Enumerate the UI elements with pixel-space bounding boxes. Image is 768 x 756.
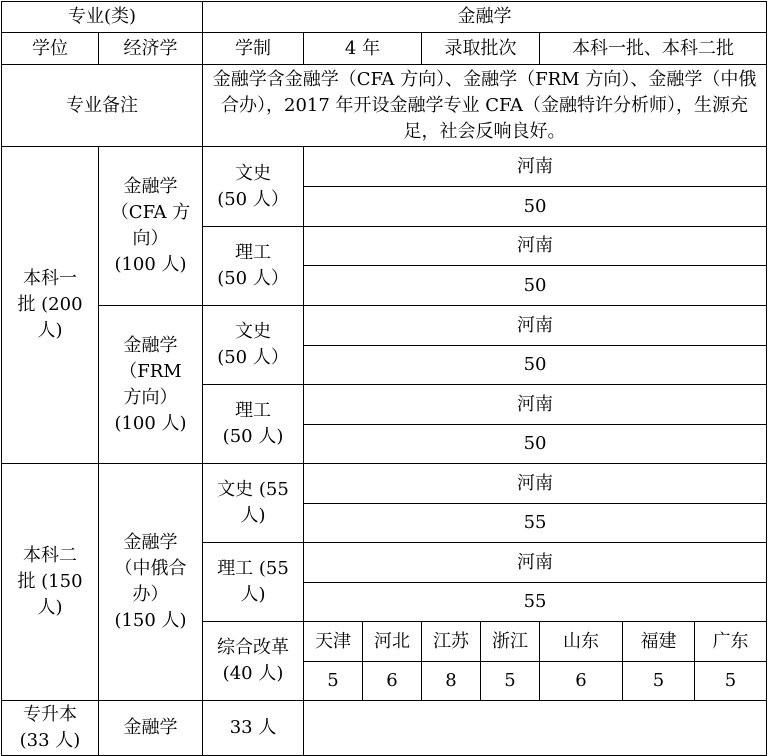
count-cell: 5 xyxy=(695,662,767,701)
count-cell: 5 xyxy=(623,662,695,701)
province-cell: 河南 xyxy=(304,227,767,266)
track-label: 文史 (50 人） xyxy=(203,306,304,385)
province-cell: 福建 xyxy=(623,622,695,662)
batch1-label: 本科一 批 (200 人) xyxy=(2,147,99,464)
province-cell: 河南 xyxy=(304,543,767,583)
major-value: 金融学 xyxy=(203,2,767,33)
table-row xyxy=(2,65,767,147)
table-row xyxy=(2,2,767,33)
track-label: 理工 (50 人） xyxy=(203,227,304,306)
remark-text: 金融学含金融学（CFA 方向）、金融学（FRM 方向）、金融学（中俄合办），2017 年开设金融学专业 CFA（金融特许分析师），生源充足，社会反响良好。 xyxy=(203,65,767,147)
batch-value: 本科一批、本科二批 xyxy=(540,33,767,65)
province-cell: 河南 xyxy=(304,464,767,504)
count-cell: 5 xyxy=(481,662,540,701)
count-cell: 6 xyxy=(363,662,422,701)
frm-group-name: 金融学 （FRM 方向） (100 人) xyxy=(99,306,203,464)
track-label: 文史 (55 人) xyxy=(203,464,304,543)
province-cell: 河北 xyxy=(363,622,422,662)
count-cell: 8 xyxy=(422,662,481,701)
track-label: 理工 (50 人) xyxy=(203,385,304,464)
length-value: 4 年 xyxy=(304,33,422,65)
degree-value: 经济学 xyxy=(99,33,203,65)
batch2-label: 本科二 批 (150 人) xyxy=(2,464,99,701)
sino-russian-group-name: 金融学 （中俄合 办） (150 人) xyxy=(99,464,203,701)
major-label: 专业(类) xyxy=(2,2,203,33)
count-cell: 6 xyxy=(540,662,623,701)
province-cell: 河南 xyxy=(304,385,767,425)
province-cell: 浙江 xyxy=(481,622,540,662)
province-cell: 天津 xyxy=(304,622,363,662)
upgrade-major: 金融学 xyxy=(99,701,203,756)
count-cell: 5 xyxy=(304,662,363,701)
upgrade-label: 专升本 (33 人) xyxy=(2,701,99,756)
table-row xyxy=(2,147,767,187)
cfa-group-name: 金融学 （CFA 方 向） (100 人) xyxy=(99,147,203,306)
count-cell: 50 xyxy=(304,266,767,306)
count-cell: 55 xyxy=(304,583,767,622)
length-label: 学制 xyxy=(203,33,304,65)
track-label: 文史 (50 人） xyxy=(203,147,304,227)
remark-label: 专业备注 xyxy=(2,65,203,147)
count-cell: 50 xyxy=(304,187,767,227)
table-row xyxy=(2,464,767,504)
table-row xyxy=(2,33,767,65)
enrollment-plan-table xyxy=(1,1,767,756)
province-cell: 山东 xyxy=(540,622,623,662)
province-cell: 广东 xyxy=(695,622,767,662)
count-cell: 50 xyxy=(304,346,767,385)
count-cell: 50 xyxy=(304,425,767,464)
province-cell: 江苏 xyxy=(422,622,481,662)
batch-label: 录取批次 xyxy=(422,33,540,65)
degree-label: 学位 xyxy=(2,33,99,65)
table-row xyxy=(2,701,767,756)
empty-cell xyxy=(304,701,767,756)
reform-label: 综合改革 (40 人) xyxy=(203,622,304,701)
table-row xyxy=(2,306,767,346)
count-cell: 55 xyxy=(304,504,767,543)
province-cell: 河南 xyxy=(304,306,767,346)
province-cell: 河南 xyxy=(304,147,767,187)
upgrade-count: 33 人 xyxy=(203,701,304,756)
track-label: 理工 (55 人) xyxy=(203,543,304,622)
